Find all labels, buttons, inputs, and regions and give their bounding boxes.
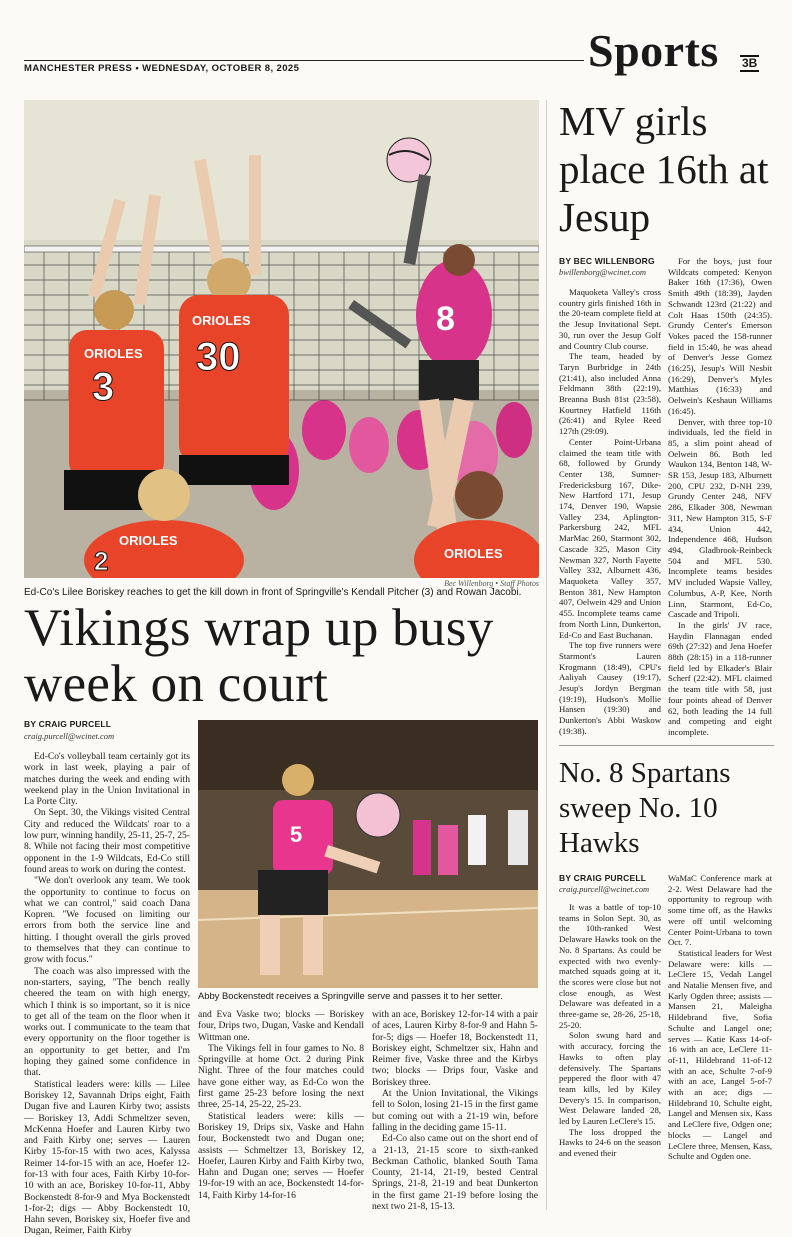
byline-story3: BY CRAIG PURCELL (559, 873, 647, 883)
paragraph: On Sept. 30, the Vikings visited Central City and reduced the Wildcats' roar to a low purr, winning handily, 25-11, 25-7, 25-8. While not facing their most competitive opponent in the 1-9 Wildcats, Ed-Co still found areas to work on during the contest. (24, 807, 190, 875)
publication-name: MANCHESTER PRESS (24, 63, 133, 74)
paragraph: with an ace, Boriskey 12-for-14 with a pair of aces, Lauren Kirby 8-for-9 and Hahn 5-for-5; digs — Hoefer 18, Bockenstedt 11, Boriskey eight, Schmeltzer six, Hahn and Reimer five, Vaske three and the Kirbys two; blocks — Drips four, Vaske and Boriskey three. (372, 1009, 538, 1088)
paragraph: It was a battle of top-10 teams in Solon Sept. 30, as the 10th-ranked West Delaware Hawks took on the No. 8 Spartans. As could be expected with two evenly-matched squads going at it, the scores were close but not close enough, as West Delaware was defeated in a three-game se, 28-26, 25-18, 25-20. (559, 902, 661, 1030)
jersey-text-foreground-left: ORIOLES (119, 533, 178, 548)
bullet-separator: • (135, 63, 140, 74)
byline-story2: BY BEC WILLENBORG (559, 256, 655, 266)
byline-story1: BY CRAIG PURCELL (24, 719, 112, 729)
paragraph: The loss dropped the Hawks to 24-6 on the season and evened their (559, 1126, 661, 1159)
story2-column-1 (559, 287, 661, 737)
jersey-number-5: 5 (290, 822, 303, 847)
photo-caption-main: Ed-Co's Lilee Boriskey reaches to get the kill down in front of Springville's Kendall Pitcher (3) and Rowan Jacobi. (24, 587, 522, 598)
jersey-text-3: ORIOLES (84, 346, 143, 361)
byline-email-story3: craig.purcell@wcinet.com (559, 884, 650, 894)
story1-column-2 (198, 1009, 364, 1201)
photo-credit: Bec Willenborg • Staff Photos (444, 579, 539, 588)
paragraph: The coach was also impressed with the non-starters, saying, "The bench really cheered the team on with high energy, which I think is so important, so it is nice to get all of the team on the floor when it works out. I communicate to the team that every opportunity on the floor together is an opportunity to get better, and I'm hoping they gained some confidence in that. (24, 965, 190, 1079)
paragraph: and Eva Vaske two; blocks — Boriskey four, Drips two, Dugan, Vaske and Kendall Wittman one. (198, 1009, 364, 1043)
paragraph: Center Point-Urbana claimed the team title with 68, followed by Grundy Center 138, Sumner-Fredericksburg 167, Dike-New Hartford 171, Jesup 174, Denver 190, Wapsie Valley 234, Aplington-Parkersburg 242, MFL MarMac 260, Starmont 302, Cascade 325, Mason City Newman 327, North Fayette Valley 332, Alburnett 436, Maquoketa Valley 357, Benton 381, New Hampton 407, Oelwein 429 and Union 455. Incomplete teams came from North Linn, Dunkerton, Ed-Co and East Buchanan. (559, 436, 661, 640)
byline-email-story2: bwillenborg@wcinet.com (559, 267, 647, 277)
paragraph: Maquoketa Valley's cross country girls finished 16th in the 20-team complete field at the Jesup Invitational Sept. 30, run over the Jesup Golf and Country Club course. (559, 287, 661, 351)
section-separator (559, 745, 774, 746)
paragraph: In the girls' JV race, Haydin Flannagan ended 69th (27:32) and Jena Hoefer 88th (28:15) in a 118-runner field led by Elkader's Blair Scherf (22:42). MFL claimed the team title with 58, just four points ahead of Denver 62, both leading the 14 full and competing and eight incomplete. (668, 619, 772, 737)
jersey-number-30: 30 (196, 335, 241, 379)
paragraph: Statistical leaders were: kills — Boriskey 19, Drips six, Vaske and Hahn four, Bockenstedt two and Dugan one; assists — Schmeltzer 13, Boriskey 12, Hoefer, Lauren Kirby and Faith Kirby two, Hahn and Dugan one; serves — Hoefer 19-for-19 with an ace, Bockenstedt 14-for-14, Faith Kirby 14-for-16 (198, 1110, 364, 1201)
jersey-text-foreground-right: ORIOLES (444, 546, 503, 561)
headline-spartans: No. 8 Spartans sweep No. 10 Hawks (559, 757, 731, 859)
column-rule (546, 100, 547, 1210)
paragraph: Statistical leaders for West Delaware were: kills — LeClere 15, Vedah Langel and Natalie Mensen five, and Karly Ogden three; assists — Mansen 21, Maleigha Hildebrand five, Sofia Schulte and Langel one; serves — Katie Kass 14-of-16 with an ace, LeClere 11-of-11, Hildebrand 11-of-12 with an ace, Schulte 7-of-9 with an ace, Langel 5-of-7 with an ace; digs — Hildebrand 10, Schulte eight, Langel and Mensen six, Kass and LeClere five, Odgen one; blocks — Langel and LeClere three, Mensen, Kass, Schulte and Ogden one. (668, 947, 772, 1162)
paragraph: Denver, with three top-10 individuals, led the field in 85, a slim point ahead of Oelwein 86. Both led Waukon 134, Benton 148, W-SR 153, Jesup 183, Alburnett 200, CPU 232, D-NH 239, Grundy Center 248, NFV 286, Elkader 308, Newman 311, New Hampton 315, S-F 434, Union 442, Independence 468, Hudson 494, Gladbrook-Reinbeck 504 and MFL 530. Incomplete teams besides MV included Wapsie Valley, Columbus, A-P, Kee, North Linn, Starmont, Ed-Co, Cascade and Tripoli. (668, 416, 772, 620)
paragraph: Ed-Co's volleyball team certainly got its work in last week, playing a pair of matches during the week and ending with weekend play in the Union Invitational in La Porte City. (24, 751, 190, 808)
masthead-rule (24, 60, 584, 61)
jersey-number-8: 8 (436, 300, 455, 338)
paragraph: At the Union Invitational, the Vikings fell to Solon, losing 21-15 in the first game but coming out with a 21-19 win, before falling in the deciding game 15-11. (372, 1088, 538, 1133)
masthead-line (24, 63, 299, 74)
byline-email-story1: craig.purcell@wcinet.com (24, 731, 115, 741)
headline-vikings: Vikings wrap up busy week on court (24, 599, 494, 713)
story2-column-2 (668, 256, 772, 738)
jersey-number-3: 3 (92, 365, 115, 409)
issue-date: WEDNESDAY, OCTOBER 8, 2025 (142, 63, 300, 74)
paragraph: Statistical leaders were: kills — Lilee Boriskey 12, Savannah Drips eight, Faith Dugan five and Lauren Kirby two; assists — Boriskey 13, Addi Schmeltzer seven, McKenna Hoefer and Lauren Kirby two and Faith Kirby one; serves — Lauren Kirby 15-for-15 with two aces, Kalyssa Reimer 14-for-15 with an ace, Hoefer 12-for-13 with four aces, Faith Kirby 10-for-10 with an ace, Boriskey 10-for-11, Abby Bockenstedt 8-for-9 and Mya Bockenstedt 1-for-2; digs — Abby Bockenstedt 10, Hahn seven, Boriskey six, Hoefer five and Dugan, Reimer, Faith Kirby (24, 1078, 190, 1237)
paragraph: WaMaC Conference mark at 2-2. West Delaware had the opportunity to regroup with some time off, as the Hawks were off until welcoming Center Point-Urbana to town Oct. 7. (668, 873, 772, 948)
bockenstedt-photo (198, 720, 538, 988)
paragraph: The top five runners were Starmont's Lauren Krogmann (18:49), CPU's Aaliyah Causey (19:17), Jesup's Jordyn Bergman (19:19), Hudson's Mollie Hansen (19:30) and Dunkerton's Abbi Waskow (19:38). (559, 640, 661, 736)
paragraph: "We don't overlook any team. We took the opportunity to continue to focus on what we can control," said coach Dana Kopren. "We focused on limiting our errors from both the service line and hitting. I thought overall the girls proved to themselves that they can continue to grow with focus." (24, 875, 190, 966)
headline-mv-girls: MV girls place 16th at Jesup (559, 98, 769, 240)
paragraph: Solon swung hard and with accuracy, forcing the Hawks to often play defensively. The Spartans peppered the floor with 47 team kills, led by Kiley Devery's 15. In comparison, West Delaware landed 28, led by Lauren LeClere's 15. (559, 1030, 661, 1127)
paragraph: For the boys, just four Wildcats competed: Kenyon Baker 16th (17:36), Owen Smith 49th (18:39), Jayden Schwandt 123rd (21:22) and Colt Haas 150th (24:35). Grundy Center's Emerson Vokes paced the 158-runner field in 15:40, he was ahead of Denver's Jesse Gomez (16:25), Jesup's Will Nesbit (16:29), Denver's Myles Matthias (16:33) and Oelwein's Keshaun Williams (16:45). (668, 256, 772, 416)
story1-column-3 (372, 1009, 538, 1212)
jersey-text-30: ORIOLES (192, 313, 251, 328)
paragraph: The team, headed by Taryn Burbridge in 24th (21:41), also included Anna Feldmann 38th (22:19), Breanna Bush 81st (23:58), Kourtney Hatfield 116th (26:41) and Rylee Reed 127th (29:09). (559, 351, 661, 437)
story3-column-1 (559, 902, 661, 1159)
paragraph: The Vikings fell in four games to No. 8 Springville at home Oct. 2 during Pink Night. Three of the four matches could have gone either way, as Ed-Co won the first game 25-23 before losing the next three, 25-14, 25-22, 25-23. (198, 1042, 364, 1111)
jersey-number-2: 2 (94, 546, 109, 576)
volleyball-net-photo (24, 100, 539, 578)
section-title: Sports (588, 25, 719, 76)
paragraph: Ed-Co also came out on the short end of a 21-13, 21-15 score to sixth-ranked Beckman Catholic, blanked South Tama County, 21-14, 21-19, bested Central Springs, 21-8, 21-19 and beat Dunkerton in the first game 21-19 before losing the next two 21-8, 15-13. (372, 1133, 538, 1213)
photo-caption-bockenstedt: Abby Bockenstedt receives a Springville serve and passes it to her setter. (198, 990, 503, 1001)
story1-column-1 (24, 751, 190, 1237)
story3-column-2 (668, 873, 772, 1162)
page-number: 3B (742, 56, 758, 70)
